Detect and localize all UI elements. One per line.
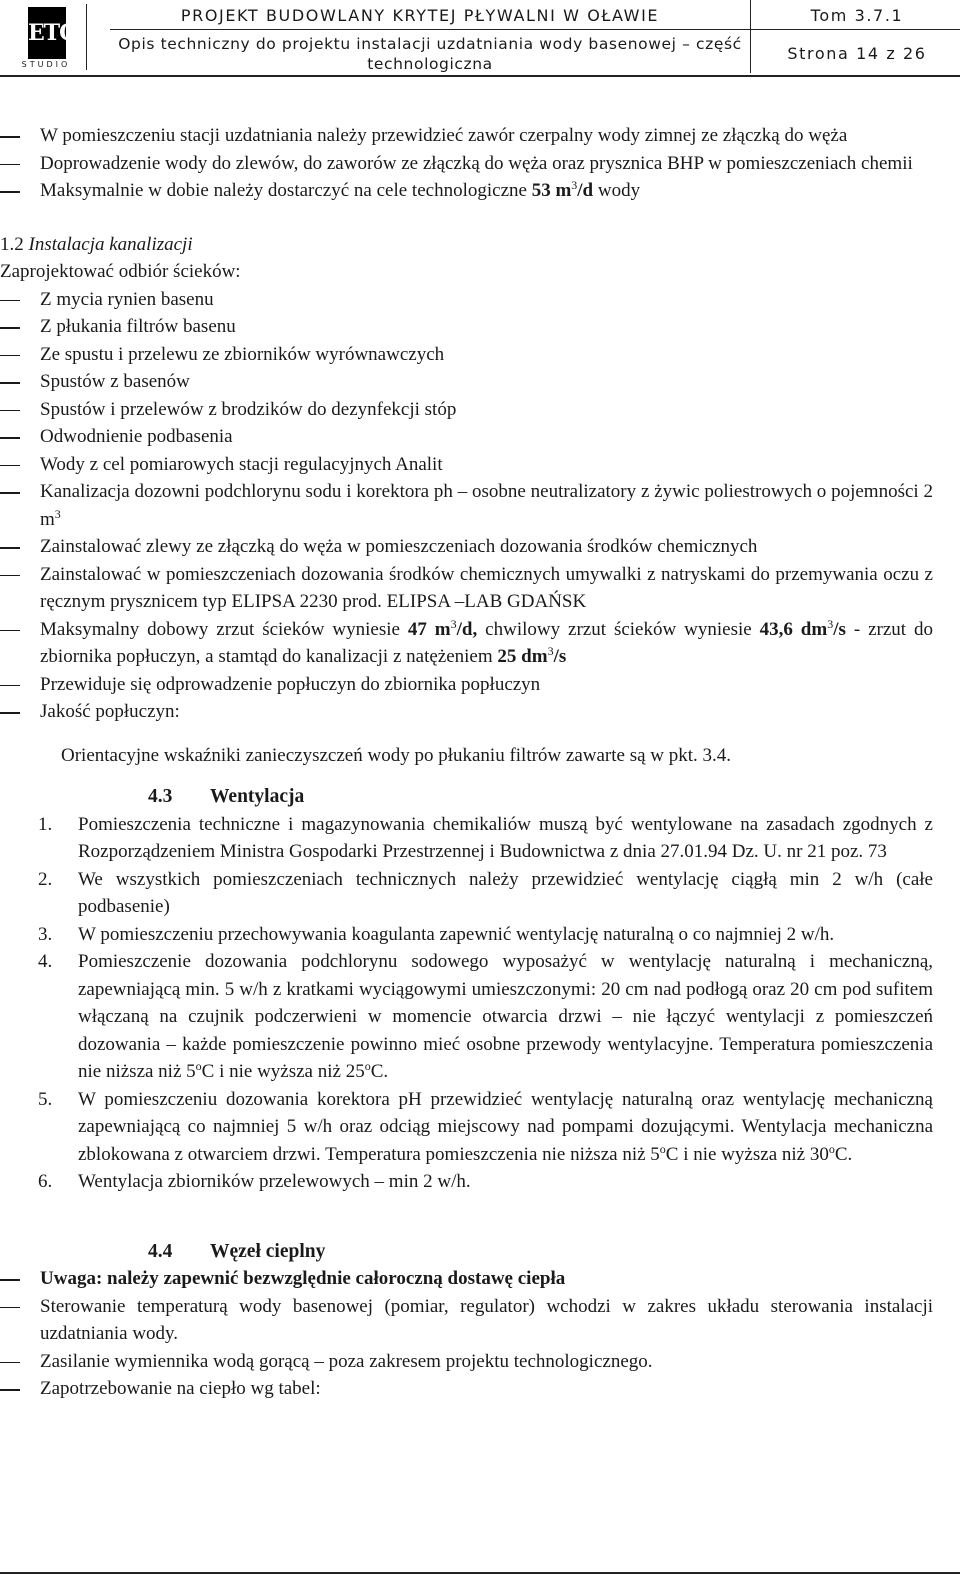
warning-text: Uwaga: należy zapewnić bezwzględnie całoroczną dostawę ciepła: [40, 1268, 566, 1289]
daily-flow: 47 m: [407, 618, 451, 640]
page-number: Strona 14 z 26: [787, 44, 927, 63]
list-item-text: W pomieszczeniu przechowywania koagulanta zapewnić wentylację naturalną o co najmniej 2 w/h.: [78, 923, 835, 945]
list-item-text: Kanalizacja dozowni podchlorynu sodu i korektora ph – osobne neutralizatory z żywic poliestrowych o pojemności 2 m: [40, 481, 933, 530]
list-item: Spustów z basenów: [0, 368, 933, 396]
list-item: Z mycia rynien basenu: [0, 286, 933, 314]
list-item: Zainstalować zlewy ze złączką do węża w pomieszczeniach dozowania środków chemicznych: [0, 533, 933, 561]
item-number: 4.: [38, 951, 53, 972]
list-item: [0, 866, 933, 921]
list-item: Ze spustu i przelewu ze zbiorników wyrównawczych: [0, 341, 933, 369]
ventilation-list: [0, 811, 960, 1196]
list-item: Przewiduje się odprowadzenie popłuczyn do zbiornika popłuczyn: [0, 671, 933, 699]
list-item-text: Maksymalny dobowy zrzut ścieków wyniesie: [40, 618, 408, 640]
list-item-text: Pomieszczenia techniczne i magazynowania chemikaliów muszą być wentylowane na zasadach zgodnych z Rozporządzeniem Ministra Gospodarki Przestrzennej i Budownictwa z dnia 27.01.94 Dz. U. nr 21 poz. 73: [78, 813, 933, 862]
item-number: 3.: [38, 923, 53, 945]
superscript: o: [659, 1141, 666, 1156]
list-item: Odwodnienie podbasenia: [0, 423, 933, 451]
list-item-text: - zrzut do zbiornika popłuczyn, a stamtąd do kanalizacji z natężeniem: [40, 618, 933, 667]
section-intro: Zaprojektować odbiór ścieków:: [0, 261, 241, 282]
document-subtitle: Opis techniczny do projektu instalacji uzdatniania wody basenowej – część technologiczna: [118, 35, 742, 73]
section-title: Węzeł cieplny: [210, 1240, 326, 1262]
list-item-text: C i nie wyższa niż 30: [665, 1143, 829, 1165]
list-item-text: chwilowy zrzut ścieków wyniesie: [477, 618, 760, 640]
list-item-text: C.: [834, 1143, 853, 1165]
list-item: Spustów i przelewów z brodzików do dezynfekcji stóp: [0, 396, 933, 424]
item-number: 1.: [38, 813, 53, 835]
section-title: Instalacja kanalizacji: [28, 233, 193, 255]
header-column-divider: [750, 0, 751, 73]
list-item: [0, 921, 933, 949]
list-item: [0, 811, 933, 866]
superscript: 3: [450, 616, 457, 631]
volume-number: Tom 3.7.1: [810, 6, 904, 25]
list-item-text: We wszystkich pomieszczeniach technicznych należy przewidzieć wentylację ciągłą min 2 w/h (całe podbasenie): [78, 868, 933, 917]
project-title: PROJEKT BUDOWLANY KRYTEJ PŁYWALNI W OŁAWIE: [180, 6, 660, 25]
list-item: [0, 1086, 933, 1169]
document-body: [0, 122, 960, 1403]
item-number: 5.: [38, 1088, 53, 1110]
list-item: [0, 478, 933, 533]
superscript: o: [364, 1059, 371, 1073]
list-item: Jakość popłuczyn:: [0, 698, 933, 726]
logo: [6, 4, 87, 70]
superscript: 3: [547, 644, 554, 658]
water-unit: /d: [577, 180, 594, 201]
logo-subtext: STUDIO: [21, 60, 71, 69]
item-number: 6.: [38, 1171, 53, 1192]
list-item: Z płukania filtrów basenu: [0, 313, 933, 341]
list-item: Zasilanie wymiennika wodą gorącą – poza zakresem projektu technologicznego.: [0, 1348, 933, 1376]
drain-flow-unit: /s: [553, 646, 567, 667]
list-item-text: C i nie wyższa niż 25: [201, 1061, 365, 1082]
superscript: 3: [571, 178, 578, 192]
list-item-text: C.: [370, 1061, 389, 1082]
list-item-text: W pomieszczeniu dozowania korektora pH przewidzieć wentylację naturalną oraz wentylację mechaniczną zapewniającą co najmniej 5 w/h oraz odciąg miejscowy nad pompami dozującymi. Wentylacja mechaniczna zblokowana z otwarciem drzwi. Temperatura pomieszczenia nie niższa niż 5: [78, 1088, 933, 1165]
list-item-text: Maksymalnie w dobie należy dostarczyć na cele technologiczne: [40, 180, 532, 201]
list-item: Zapotrzebowanie na ciepło wg tabel:: [0, 1375, 933, 1403]
list-item-text: Pomieszczenie dozowania podchlorynu sodowego wyposażyć w wentylację naturalną i mechaniczną, zapewniającą min. 5 w/h z kratkami wyciągowymi umieszczonymi: 20 cm nad podłogą oraz 20 cm pod sufitem włączaną na czujnik podczerwieni w momencie otwarcia drzwi – nie łączyć wentylacji z pomieszczeń dozowania – każde pomieszczenie powinno mieć osobne przewody wentylacyjne. Temperatura pomieszczenia nie niższa niż 5: [78, 951, 933, 1082]
superscript: o: [195, 1059, 202, 1073]
drain-flow: 25 dm: [497, 646, 548, 667]
section-heading-heat: [0, 1238, 960, 1266]
page-header: [0, 0, 960, 77]
logo-mark: ETC: [28, 7, 66, 59]
superscript: o: [828, 1141, 835, 1156]
list-item-text: wody: [593, 180, 641, 201]
list-item: Sterowanie temperaturą wody basenowej (pomiar, regulator) wchodzi w zakres układu sterowania instalacji uzdatniania wody.: [0, 1293, 933, 1348]
superscript: 3: [54, 506, 61, 521]
header-divider: [110, 29, 960, 30]
daily-flow-unit: /d,: [456, 618, 478, 640]
list-item: [0, 1168, 933, 1196]
section-heading-sewer: [0, 231, 960, 259]
list-item: Zainstalować w pomieszczeniach dozowania środków chemicznych umywalki z natryskami do przemywania oczu z ręcznym prysznicem typ ELIPSA 2230 prod. ELIPSA –LAB GDAŃSK: [0, 561, 933, 616]
instant-flow: 43,6 dm: [759, 618, 828, 640]
list-item: Doprowadzenie wody do zlewów, do zaworów ze złączką do węża oraz prysznica BHP w pomieszczeniach chemii: [0, 150, 933, 178]
section-number: 4.3: [148, 786, 173, 807]
section-title: Wentylacja: [210, 786, 305, 807]
list-item-text: Wentylacja zbiorników przelewowych – min 2 w/h.: [78, 1171, 471, 1192]
section-number: 1.2: [0, 233, 24, 255]
section-heading-ventilation: [0, 783, 960, 811]
footer-divider: [0, 1572, 960, 1574]
note-paragraph: Orientacyjne wskaźniki zanieczyszczeń wody po płukaniu filtrów zawarte są w pkt. 3.4.: [61, 744, 732, 766]
superscript: 3: [827, 616, 834, 631]
list-item: Wody z cel pomiarowych stacji regulacyjnych Analit: [0, 451, 933, 479]
section-number: 4.4: [148, 1240, 173, 1262]
list-item: [0, 948, 933, 1086]
list-item: [0, 616, 933, 671]
list-item: W pomieszczeniu stacji uzdatniania należy przewidzieć zawór czerpalny wody zimnej ze złączką do węża: [0, 122, 933, 150]
list-item: [0, 1265, 933, 1293]
instant-flow-unit: /s: [833, 618, 846, 640]
water-amount: 53 m: [531, 180, 572, 201]
item-number: 2.: [38, 868, 53, 890]
list-item: [0, 177, 933, 205]
